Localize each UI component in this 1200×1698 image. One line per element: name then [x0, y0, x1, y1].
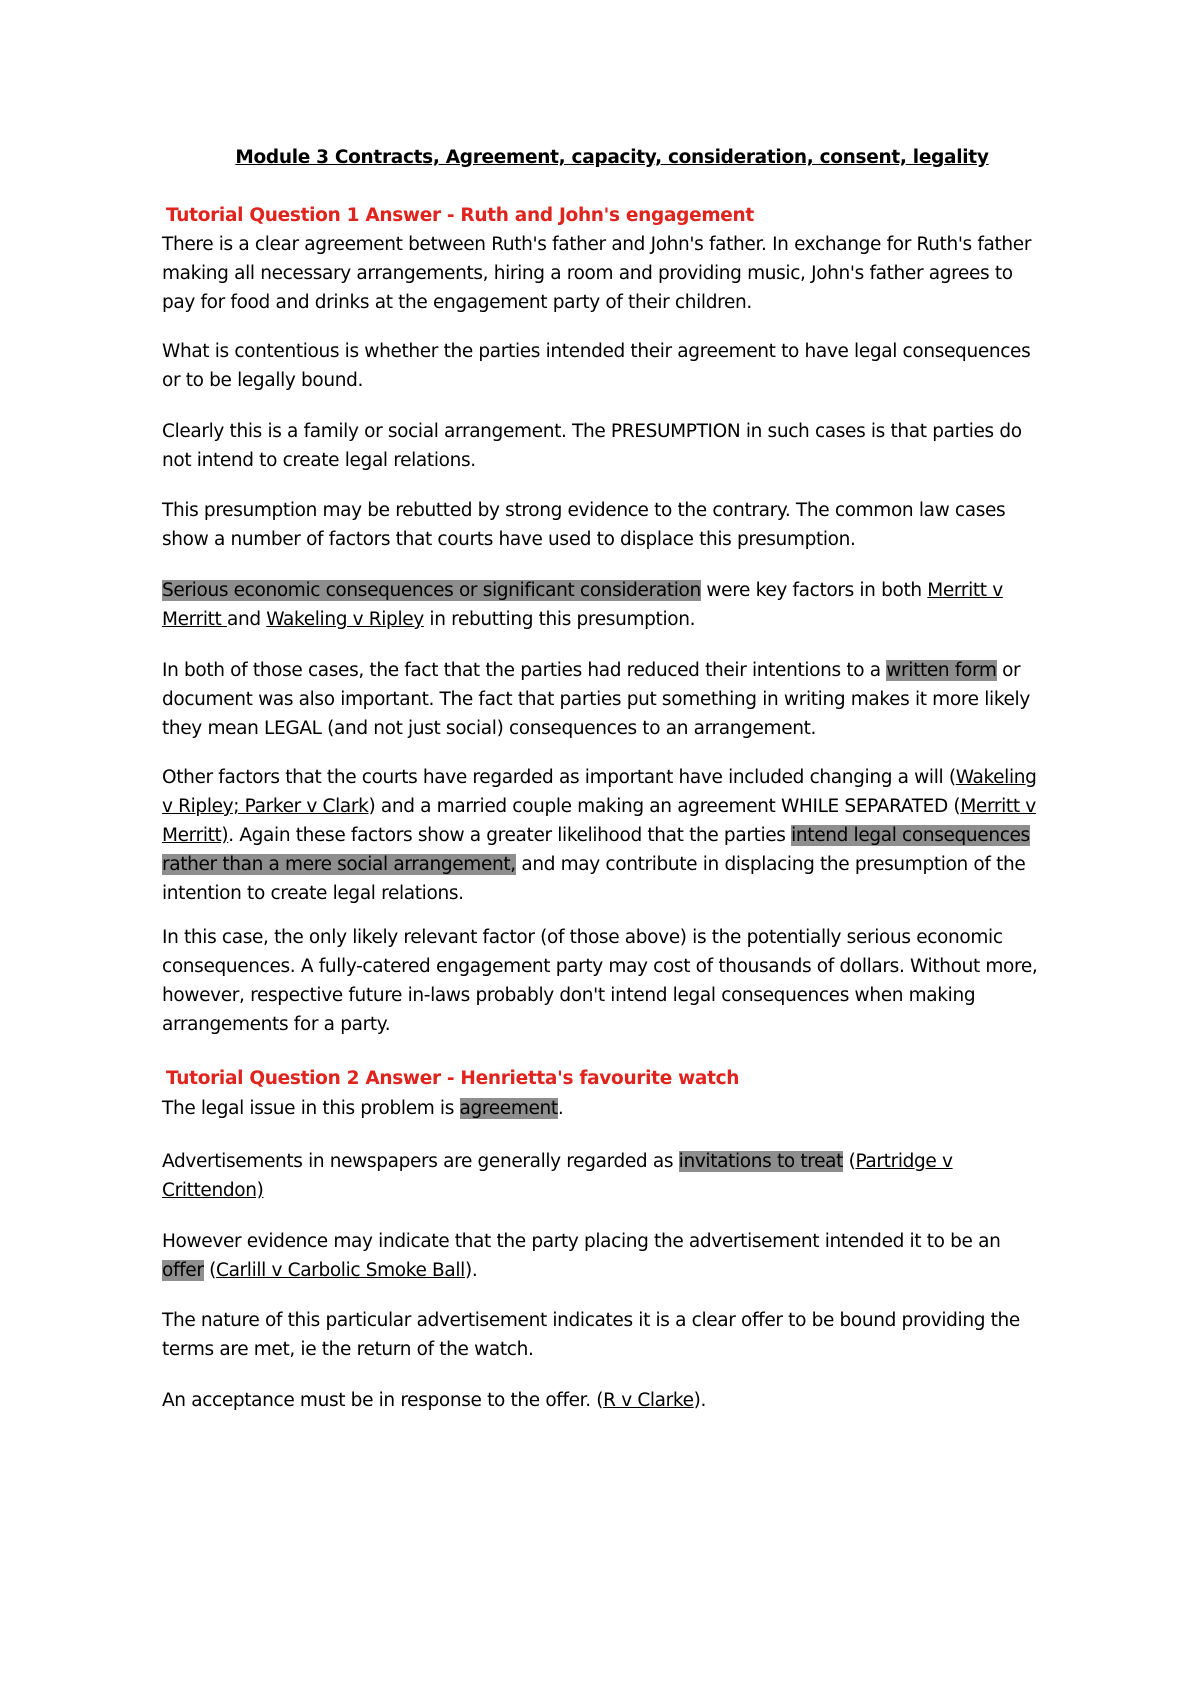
case-citation: Merritt) — [162, 825, 229, 846]
text-line: intention to create legal relations. — [162, 883, 464, 904]
q1-paragraph-5 — [162, 576, 1062, 634]
text-run: and — [226, 609, 267, 630]
text-line: arrangements for a party. — [162, 1014, 391, 1035]
text-line: consequences. A fully-catered engagement party may cost of thousands of dollars. Without more, — [162, 956, 1038, 977]
text-line — [162, 656, 1062, 685]
text-line — [162, 1094, 1062, 1123]
document-title: Module 3 Contracts, Agreement, capacity, consideration, consent, legality — [235, 147, 989, 168]
case-citation: Carlill v Carbolic Smoke Ball — [216, 1260, 465, 1281]
text-run: ( — [203, 1260, 216, 1281]
text-line: however, respective future in-laws probably don't intend legal consequences when making — [162, 985, 976, 1006]
highlighted-text: written form — [886, 660, 997, 681]
q2-paragraph-1 — [162, 1094, 1062, 1123]
q2-paragraph-2 — [162, 1147, 1062, 1205]
case-citation: Merritt v — [927, 580, 1003, 601]
q1-paragraph-1 — [162, 230, 1062, 317]
q1-paragraph-4 — [162, 496, 1062, 554]
text-line: What is contentious is whether the parties intended their agreement to have legal consequences — [162, 341, 1031, 362]
text-run: Advertisements in newspapers are generally regarded as — [162, 1151, 679, 1172]
text-line: There is a clear agreement between Ruth's father and John's father. In exchange for Ruth's father — [162, 234, 1032, 255]
case-citation: Partridge v — [855, 1151, 953, 1172]
case-citation: R v Clarke — [603, 1390, 694, 1411]
text-line: However evidence may indicate that the party placing the advertisement intended it to be an — [162, 1231, 1001, 1252]
text-line — [162, 1256, 1062, 1285]
case-citation: Merritt v — [960, 796, 1036, 817]
highlighted-text: rather than a mere social arrangement, — [162, 854, 516, 875]
text-run: The legal issue in this problem is — [162, 1098, 460, 1119]
text-line: document was also important. The fact that parties put something in writing makes it more likely — [162, 689, 1030, 710]
text-line: making all necessary arrangements, hiring a room and providing music, John's father agrees to — [162, 263, 1013, 284]
case-citation: Merritt — [162, 609, 227, 630]
text-line — [162, 792, 1062, 821]
text-line: they mean LEGAL (and not just social) consequences to an arrangement. — [162, 718, 817, 739]
text-line: pay for food and drinks at the engagement party of their children. — [162, 292, 752, 313]
q2-paragraph-5 — [162, 1386, 1062, 1415]
text-run: or — [996, 660, 1021, 681]
highlighted-text: invitations to treat — [678, 1151, 844, 1172]
text-line — [162, 850, 1062, 879]
highlighted-text: Serious economic consequences or significant consideration — [162, 580, 701, 601]
text-run: in rebutting this presumption. — [423, 609, 696, 630]
text-run: . Again these factors show a greater likelihood that the parties — [228, 825, 792, 846]
text-run: ). — [693, 1390, 707, 1411]
text-line — [162, 763, 1062, 792]
highlighted-text: agreement — [459, 1098, 558, 1119]
question-1-heading: Tutorial Question 1 Answer - Ruth and John's engagement — [166, 205, 754, 226]
highlighted-text: offer — [162, 1260, 204, 1281]
case-citation: Wakeling — [955, 767, 1037, 788]
case-citation: v Ripley; Parker v Clark — [162, 796, 369, 817]
text-line: show a number of factors that courts have used to displace this presumption. — [162, 529, 856, 550]
text-line: Clearly this is a family or social arrangement. The PRESUMPTION in such cases is that parties do — [162, 421, 1022, 442]
text-line: terms are met, ie the return of the watch. — [162, 1339, 534, 1360]
text-line — [162, 605, 1062, 634]
text-run: were key factors in both — [700, 580, 928, 601]
text-line — [162, 1386, 1062, 1415]
text-run: ( — [843, 1151, 856, 1172]
text-line — [162, 576, 1062, 605]
q2-paragraph-4 — [162, 1306, 1062, 1364]
text-run: In both of those cases, the fact that the parties had reduced their intentions to a — [162, 660, 887, 681]
text-line: or to be legally bound. — [162, 370, 364, 391]
case-citation: Crittendon) — [162, 1180, 264, 1201]
q1-paragraph-8 — [162, 923, 1062, 1039]
text-line: In this case, the only likely relevant factor (of those above) is the potentially serious economic — [162, 927, 1003, 948]
text-line — [162, 821, 1062, 850]
question-2-heading: Tutorial Question 2 Answer - Henrietta's favourite watch — [166, 1068, 740, 1089]
text-line — [162, 1176, 1062, 1205]
text-run: . — [557, 1098, 564, 1119]
text-run: Other factors that the courts have regarded as important have included changing a will ( — [162, 767, 956, 788]
q2-paragraph-3 — [162, 1227, 1062, 1285]
q1-paragraph-7 — [162, 763, 1062, 908]
q1-paragraph-6 — [162, 656, 1062, 743]
text-line — [162, 1147, 1062, 1176]
text-run: ). — [464, 1260, 478, 1281]
text-line: The nature of this particular advertisement indicates it is a clear offer to be bound providing the — [162, 1310, 1020, 1331]
text-run: and may contribute in displacing the presumption of the — [515, 854, 1026, 875]
case-citation: Wakeling v Ripley — [266, 609, 424, 630]
q1-paragraph-3 — [162, 417, 1062, 475]
text-line: not intend to create legal relations. — [162, 450, 476, 471]
highlighted-text: intend legal consequences — [791, 825, 1030, 846]
q1-paragraph-2 — [162, 337, 1062, 395]
text-run: ) and a married couple making an agreement WHILE SEPARATED ( — [368, 796, 961, 817]
text-line: This presumption may be rebutted by strong evidence to the contrary. The common law cases — [162, 500, 1006, 521]
text-run: An acceptance must be in response to the offer. ( — [162, 1390, 604, 1411]
